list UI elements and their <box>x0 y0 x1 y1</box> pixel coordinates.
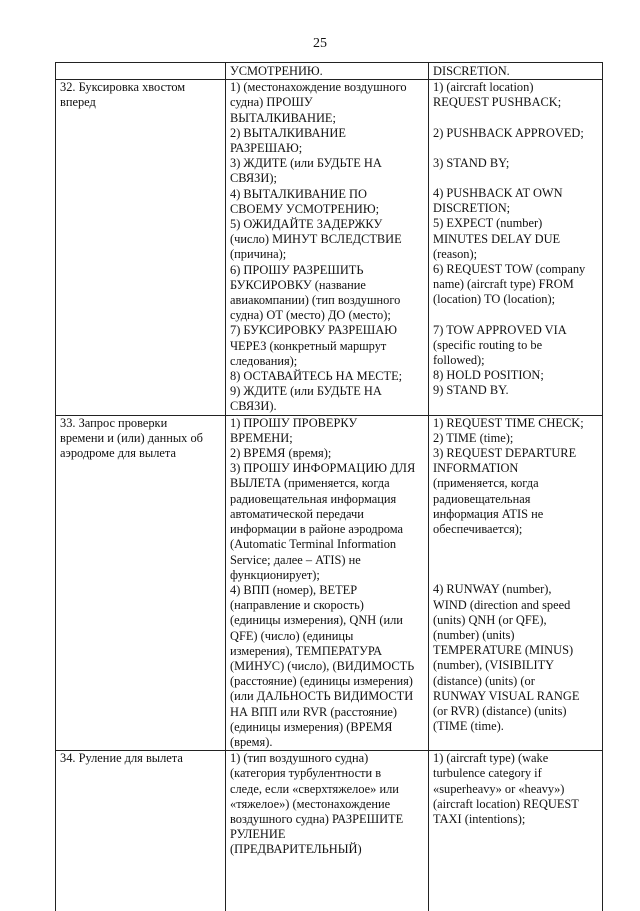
en-phrase-line: (aircraft location) REQUEST <box>433 796 579 811</box>
ru-phrase-line: ВЫТАЛКИВАНИЕ; <box>230 110 336 125</box>
ru-phrase-line: 2) ВЫТАЛКИВАНИЕ <box>230 125 346 140</box>
en-phrase-line: (location) TO (location); <box>433 292 556 307</box>
ru-phrase-line: следования); <box>230 353 298 368</box>
en-phrase-line: (TIME (time). <box>433 719 504 734</box>
en-phrase-line: 3) STAND BY; <box>433 155 510 170</box>
row-en-phrases-cell <box>429 80 603 415</box>
en-phrase-line: INFORMATION <box>433 461 519 476</box>
row-ru-phrases-cell <box>226 415 429 750</box>
en-phrase-line: 9) STAND BY. <box>433 383 509 398</box>
en-phrase-line: 5) EXPECT (number) <box>433 216 543 231</box>
ru-phrase-line: 8) ОСТАВАЙТЕСЬ НА МЕСТЕ; <box>230 369 403 384</box>
en-phrase-line: DISCRETION; <box>433 201 511 216</box>
ru-phrase-line: БУКСИРОВКУ (название <box>230 277 366 292</box>
ru-phrase-line: радиовещательная информация <box>230 491 397 506</box>
continuation-en-cell <box>429 63 603 80</box>
ru-phrase-line: 9) ЖДИТЕ (или БУДЬТЕ НА <box>230 384 382 399</box>
row-ru-phrases-cell <box>226 80 429 415</box>
row-en-phrases-cell <box>429 415 603 750</box>
ru-phrase-line: (причина); <box>230 247 287 262</box>
row-title-line: 32. Буксировка хвостом <box>60 80 186 95</box>
row-en-phrases-cell <box>429 751 603 911</box>
en-phrase-line: WIND (direction and speed <box>433 597 571 612</box>
ru-phrase-line: (Automatic Terminal Information <box>230 537 397 552</box>
en-phrase-line: (or RVR) (distance) (units) <box>433 703 567 718</box>
ru-phrase-line: ВРЕМЕНИ; <box>230 430 293 445</box>
ru-phrase-line: 2) ВРЕМЯ (время); <box>230 446 332 461</box>
en-phrase-line: 6) REQUEST TOW (company <box>433 262 586 277</box>
ru-phrase-line: функционирует); <box>230 567 320 582</box>
ru-phrase-line: информации в районе аэродрома <box>230 522 404 537</box>
ru-phrase-line: 7) БУКСИРОВКУ РАЗРЕШАЮ <box>230 323 397 338</box>
en-phrase-line: RUNWAY VISUAL RANGE <box>433 688 580 703</box>
ru-phrase-line: Service; далее – ATIS) не <box>230 552 361 567</box>
en-phrase-line <box>433 567 599 582</box>
ru-phrase-line: QFE) (число) (единицы <box>230 628 354 643</box>
continuation-ru-text: УСМОТРЕНИЮ. <box>230 64 323 78</box>
en-phrase-line: информация ATIS не <box>433 506 544 521</box>
ru-phrase-line: измерения), ТЕМПЕРАТУРА <box>230 643 383 658</box>
en-phrase-line: 2) TIME (time); <box>433 430 514 445</box>
ru-phrase-line: 1) (тип воздушного судна) <box>230 751 369 766</box>
continuation-title-cell <box>56 63 226 80</box>
ru-phrase-line: 5) ОЖИДАЙТЕ ЗАДЕРЖКУ <box>230 217 383 232</box>
ru-phrase-line: 4) ВЫТАЛКИВАНИЕ ПО <box>230 186 367 201</box>
page-number: 25 <box>313 36 327 51</box>
ru-phrase-line: (расстояние) (единицы измерения) <box>230 674 413 689</box>
ru-phrase-line: (категория турбулентности в <box>230 766 382 781</box>
en-phrase-line: (применяется, когда <box>433 476 539 491</box>
continuation-en-text: DISCRETION. <box>433 64 510 78</box>
row-ru-phrases-cell <box>226 751 429 911</box>
en-phrase-line: обеспечивается); <box>433 522 523 537</box>
en-phrase-line <box>433 552 599 567</box>
row-title-line: времени и (или) данных об <box>60 430 203 445</box>
en-phrase-line <box>433 111 599 126</box>
en-phrase-line: (units) QNH (or QFE), <box>433 612 547 627</box>
table-row <box>56 415 603 750</box>
ru-phrase-line: автоматической передачи <box>230 506 364 521</box>
ru-phrase-line: воздушного судна) РАЗРЕШИТЕ <box>230 811 404 826</box>
ru-phrase-line: 6) ПРОШУ РАЗРЕШИТЬ <box>230 262 364 277</box>
phraseology-table <box>55 62 603 911</box>
en-phrase-line <box>433 171 599 186</box>
ru-phrase-line: «тяжелое») (местонахождение <box>230 796 391 811</box>
en-phrase-line: TEMPERATURE (MINUS) <box>433 643 574 658</box>
ru-phrase-line: ВЫЛЕТА (применяется, когда <box>230 476 390 491</box>
ru-phrase-line: РАЗРЕШАЮ; <box>230 141 303 156</box>
ru-phrase-line: следе, если «сверхтяжелое» или <box>230 781 399 796</box>
en-phrase-line: followed); <box>433 353 485 368</box>
row-title-cell <box>56 415 226 750</box>
ru-phrase-line: СВЯЗИ). <box>230 399 277 414</box>
ru-phrase-line: СВЯЗИ); <box>230 171 277 186</box>
ru-phrase-line: (время). <box>230 734 273 749</box>
ru-phrase-line: 4) ВПП (номер), ВЕТЕР <box>230 582 358 597</box>
ru-phrase-line: 1) (местонахождение воздушного <box>230 80 407 95</box>
ru-phrase-line: 3) ЖДИТЕ (или БУДЬТЕ НА <box>230 156 382 171</box>
en-phrase-line: 1) REQUEST TIME CHECK; <box>433 415 584 430</box>
en-phrase-line: радиовещательная <box>433 491 531 506</box>
en-phrase-line: (distance) (units) (or <box>433 673 535 688</box>
en-phrase-line <box>433 141 599 156</box>
ru-phrase-line: РУЛЕНИЕ <box>230 827 286 842</box>
continuation-ru-cell <box>226 63 429 80</box>
row-title-cell <box>56 80 226 415</box>
ru-phrase-line: ЧЕРЕЗ (конкретный маршрут <box>230 338 387 353</box>
table-row-continuation <box>56 63 603 80</box>
row-title-line: 34. Руление для вылета <box>60 751 183 766</box>
ru-phrase-line: (МИНУС) (число), (ВИДИМОСТЬ <box>230 658 415 673</box>
row-title-cell <box>56 751 226 911</box>
en-phrase-line: name) (aircraft type) FROM <box>433 277 574 292</box>
ru-phrase-line: судна) ОТ (место) ДО (место); <box>230 308 391 323</box>
row-title-line: вперед <box>60 95 96 110</box>
ru-phrase-line: (направление и скорость) <box>230 598 364 613</box>
en-phrase-line: REQUEST PUSHBACK; <box>433 95 562 110</box>
ru-phrase-line: 1) ПРОШУ ПРОВЕРКУ <box>230 415 358 430</box>
en-phrase-line: 4) RUNWAY (number), <box>433 582 552 597</box>
en-phrase-line: 4) PUSHBACK AT OWN <box>433 186 563 201</box>
table-row <box>56 751 603 911</box>
en-phrase-line: 7) TOW APPROVED VIA <box>433 322 567 337</box>
ru-phrase-line: 3) ПРОШУ ИНФОРМАЦИЮ ДЛЯ <box>230 461 416 476</box>
ru-phrase-line: (или ДАЛЬНОСТЬ ВИДИМОСТИ <box>230 689 414 704</box>
ru-phrase-line: (единицы измерения), QNH (или <box>230 613 403 628</box>
en-phrase-line: (number) (units) <box>433 627 515 642</box>
en-phrase-line: 1) (aircraft location) <box>433 80 534 95</box>
row-title-line: 33. Запрос проверки <box>60 415 168 430</box>
en-phrase-line: 8) HOLD POSITION; <box>433 368 544 383</box>
en-phrase-line: MINUTES DELAY DUE <box>433 231 561 246</box>
en-phrase-line: turbulence category if <box>433 766 542 781</box>
ru-phrase-line: СВОЕМУ УСМОТРЕНИЮ; <box>230 201 380 216</box>
en-phrase-line: «superheavy» or «heavy») <box>433 781 565 796</box>
ru-phrase-line: (единицы измерения) (ВРЕМЯ <box>230 719 393 734</box>
en-phrase-line: 3) REQUEST DEPARTURE <box>433 446 577 461</box>
row-title-line: аэродроме для вылета <box>60 446 176 461</box>
en-phrase-line: 2) PUSHBACK APPROVED; <box>433 125 584 140</box>
table-row <box>56 80 603 415</box>
en-phrase-line: (number), (VISIBILITY <box>433 658 555 673</box>
en-phrase-line: (reason); <box>433 246 478 261</box>
ru-phrase-line: (ПРЕДВАРИТЕЛЬНЫЙ) <box>230 842 362 857</box>
en-phrase-line <box>433 308 599 323</box>
en-phrase-line <box>433 537 599 552</box>
ru-phrase-line: авиакомпании) (тип воздушного <box>230 293 401 308</box>
ru-phrase-line: судна) ПРОШУ <box>230 95 313 110</box>
en-phrase-line: (specific routing to be <box>433 337 543 352</box>
ru-phrase-line: (число) МИНУТ ВСЛЕДСТВИЕ <box>230 232 402 247</box>
ru-phrase-line: НА ВПП или RVR (расстояние) <box>230 704 397 719</box>
en-phrase-line: 1) (aircraft type) (wake <box>433 751 549 766</box>
en-phrase-line: TAXI (intentions); <box>433 811 526 826</box>
